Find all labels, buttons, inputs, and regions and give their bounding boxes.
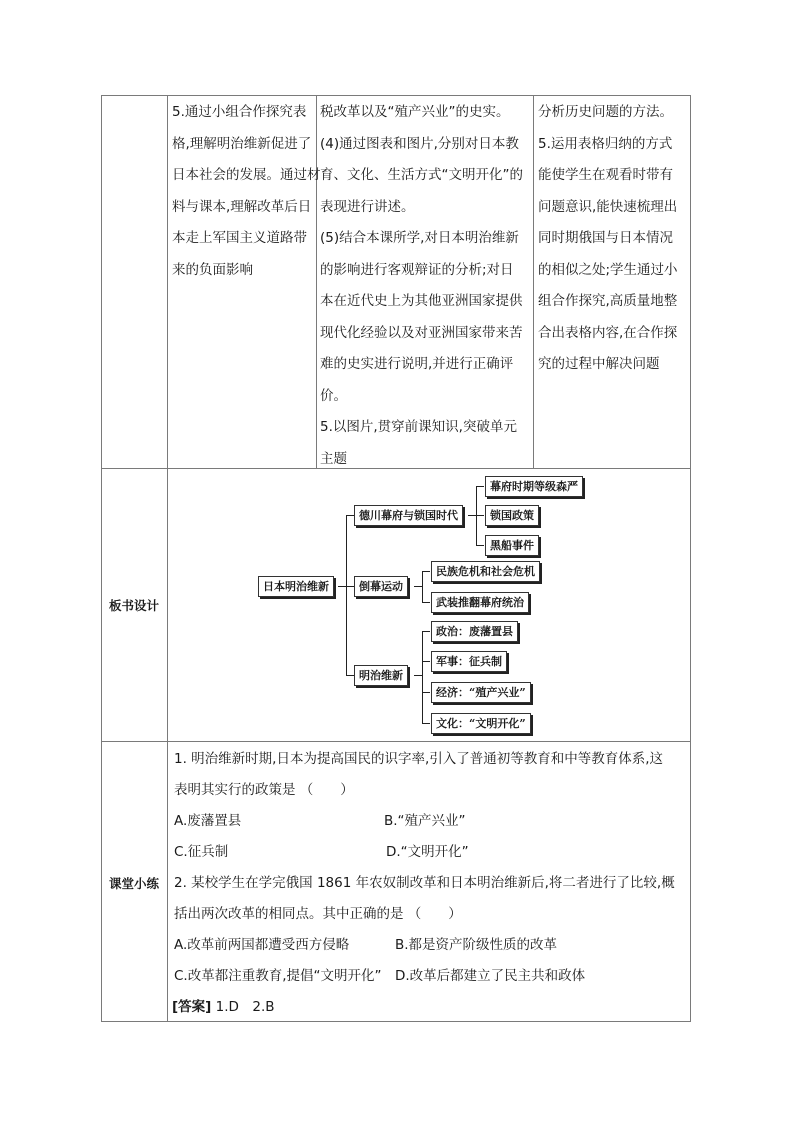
- text-line: 表现进行讲述。: [320, 198, 415, 215]
- q2-text-line1: 2. 某校学生在学完俄国 1861 年农奴制改革和日本明治维新后,将二者进行了比较,概: [174, 875, 675, 891]
- text-line: 组合作探究,高质量地整: [538, 293, 678, 309]
- board-root: 日本明治维新: [258, 576, 334, 597]
- text-line: 育、文化、生活方式“文明开化”的: [320, 167, 523, 183]
- q2-option-b: B.都是资产阶级性质的改革: [395, 937, 558, 953]
- answer-line: [172, 992, 275, 1023]
- text-line: 的影响进行客观辩证的分析;对日: [320, 261, 514, 278]
- wire-b3-i3: [422, 692, 430, 693]
- wire-b1: [346, 515, 354, 516]
- leaf-armed-overthrow: 武装推翻幕府统治: [431, 592, 529, 613]
- text-line: 价。: [320, 387, 347, 404]
- q1-option-b: B.“殖产兴业”: [384, 813, 466, 829]
- leaf-military: 军事：征兵制: [431, 651, 507, 672]
- table-divider-2: [101, 741, 691, 742]
- leaf-crisis: 民族危机和社会危机: [431, 561, 540, 582]
- wire-trunk: [346, 515, 347, 675]
- text-line: 本走上军国主义道路带: [172, 230, 307, 246]
- text-line: 格,理解明治维新促进了: [172, 135, 312, 152]
- wire-b3-i1: [422, 631, 430, 632]
- text-line: 税改革以及“殖产兴业”的史实。: [320, 104, 510, 120]
- wire-b3-i4: [422, 723, 430, 724]
- text-line: 5.以图片,贯穿前课知识,突破单元: [320, 419, 517, 435]
- q2-option-c: C.改革都注重教育,提倡“文明开化”: [174, 968, 382, 984]
- q1-option-a: A.废藩置县: [174, 813, 242, 829]
- wire-b3-i2: [422, 661, 430, 662]
- q1-option-d: D.“文明开化”: [386, 844, 469, 860]
- wire-b2-i2: [422, 602, 430, 603]
- quiz-label: 课堂小练: [108, 876, 159, 891]
- text-line: 来的负面影响: [172, 261, 253, 278]
- q2-option-a: A.改革前两国都遭受西方侵略: [174, 937, 350, 953]
- text-line: (5)结合本课所学,对日本明治维新: [320, 230, 519, 246]
- text-line: 现代化经验以及对亚洲国家带来苦: [320, 324, 523, 341]
- branch-tokugawa: 德川幕府与锁国时代: [354, 505, 463, 526]
- wire-b2-trunk: [422, 571, 423, 602]
- table-col-divider: [167, 95, 168, 1022]
- text-line: 日本社会的发展。通过材: [172, 167, 321, 183]
- q1-text-line1: 1. 明治维新时期,日本为提高国民的识字率,引入了普通初等教育和中等教育体系,这: [174, 751, 664, 767]
- text-line: 究的过程中解决问题: [538, 356, 660, 372]
- text-line: (4)通过图表和图片,分别对日本教: [320, 135, 519, 152]
- text-line: 合出表格内容,在合作探: [538, 324, 678, 341]
- q1-option-c: C.征兵制: [174, 844, 229, 860]
- wire-b1-i2: [476, 515, 484, 516]
- text-line: 同时期俄国与日本情况: [538, 230, 673, 246]
- board-design-label: 板书设计: [108, 598, 159, 613]
- answer-label: [答案]: [172, 999, 212, 1015]
- leaf-politics: 政治：废藩置县: [431, 621, 518, 642]
- q2-text-line2: 括出两次改革的相同点。其中正确的是 （ ）: [174, 906, 462, 922]
- wire-b2-i1: [422, 571, 430, 572]
- text-line: 5.通过小组合作探究表: [172, 104, 307, 120]
- table-col-divider-2: [316, 95, 317, 469]
- text-line: 问题意识,能快速梳理出: [538, 198, 678, 215]
- leaf-culture: 文化：“文明开化”: [431, 713, 531, 734]
- text-line: 5.运用表格归纳的方式: [538, 135, 673, 152]
- text-line: 分析历史问题的方法。: [538, 104, 673, 120]
- q2-option-d: D.改革后都建立了民主共和政体: [395, 968, 586, 984]
- wire-b1-out: [468, 515, 476, 516]
- table-col-divider-3: [533, 95, 534, 469]
- text-line: 本在近代史上为其他亚洲国家提供: [320, 293, 523, 309]
- leaf-black-ships: 黑船事件: [485, 535, 539, 556]
- text-line: 能使学生在观看时带有: [538, 167, 673, 183]
- q1-text-line2: 表明其实行的政策是 （ ）: [174, 782, 354, 798]
- leaf-seclusion: 锁国政策: [485, 505, 539, 526]
- text-line: 的相似之处;学生通过小: [538, 261, 678, 278]
- table-divider-1: [101, 468, 691, 469]
- wire-b3-trunk: [422, 631, 423, 723]
- branch-overthrow: 倒幕运动: [354, 576, 408, 597]
- wire-root-out: [338, 586, 346, 587]
- wire-b2-out: [414, 586, 422, 587]
- text-line: 料与课本,理解改革后日: [172, 198, 312, 215]
- wire-b1-i3: [476, 545, 484, 546]
- leaf-hierarchy: 幕府时期等级森严: [485, 476, 583, 497]
- text-line: 主题: [320, 450, 347, 467]
- table-border-right: [690, 95, 691, 1022]
- leaf-economy: 经济：“殖产兴业”: [431, 682, 531, 703]
- answer-text: 1.D 2.B: [211, 999, 275, 1015]
- table-border-top: [101, 95, 691, 96]
- wire-b2: [346, 586, 354, 587]
- wire-b3-out: [414, 675, 422, 676]
- wire-b1-i1: [476, 486, 484, 487]
- text-line: 难的史实进行说明,并进行正确评: [320, 356, 514, 372]
- branch-meiji: 明治维新: [354, 665, 408, 686]
- wire-b3: [346, 675, 354, 676]
